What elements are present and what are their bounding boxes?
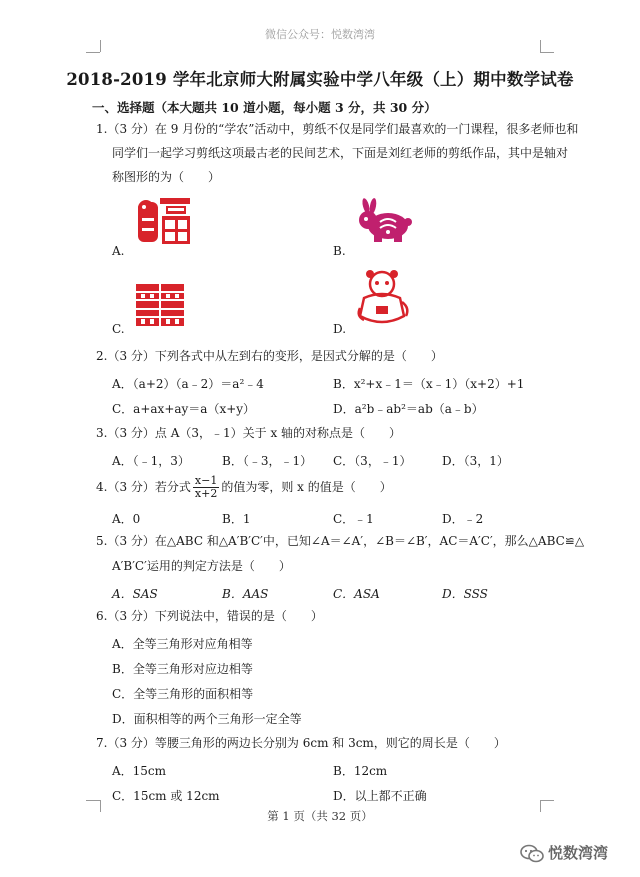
q1-line3: 称图形的为（ ） [112, 170, 221, 184]
top-watermark: 微信公众号：悦数湾湾 [265, 28, 375, 41]
q4-stem [96, 472, 392, 502]
q3-option-a: A．（﹣1，3） [112, 454, 190, 468]
crop-mark [86, 52, 100, 53]
q1-option-a: A. [112, 244, 125, 258]
q6-option-d: D．面积相等的两个三角形一定全等 [112, 712, 302, 726]
q6-option-b: B．全等三角形对应边相等 [112, 662, 253, 676]
page-title: 2018-2019 学年北京师大附属实验中学八年级（上）期中数学试卷 [66, 70, 574, 89]
q4-stem-after: 的值为零，则 x 的值是（ ） [221, 480, 392, 494]
q2-option-b: B．x²+x﹣1＝（x﹣1）（x+2）+1 [333, 377, 525, 391]
q4-denominator: x+2 [194, 487, 218, 500]
q6-stem: 6.（3 分）下列说法中，错误的是（ ） [96, 609, 323, 623]
q4-option-a: A．0 [112, 512, 141, 526]
q2-option-a: A．（a+2）（a﹣2）＝a²﹣4 [112, 377, 264, 391]
q3-stem: 3.（3 分）点 A（3，﹣1）关于 x 轴的对称点是（ ） [96, 426, 402, 440]
q5-line2: A′B′C′运用的判定方法是（ ） [112, 559, 291, 573]
q5-option-a: A．SAS [112, 587, 158, 601]
q4-option-d: D．﹣2 [442, 512, 484, 526]
q7-option-a: A．15cm [112, 764, 167, 778]
q4-fraction [193, 475, 219, 500]
q1-line1: 1.（3 分）在 9 月份的“学农”活动中，剪纸不仅是同学们最喜欢的一门课程，很多老师也和 [96, 122, 579, 136]
rabbit-papercut-icon [356, 198, 414, 244]
q5-option-c: C．ASA [333, 587, 380, 601]
q4-option-b: B．1 [222, 512, 251, 526]
crop-mark [540, 52, 554, 53]
q6-option-c: C．全等三角形的面积相等 [112, 687, 254, 701]
q6-option-a: A．全等三角形对应角相等 [112, 637, 253, 651]
double-happiness-papercut-icon [134, 282, 186, 328]
crop-mark [540, 40, 541, 52]
crop-mark [540, 800, 554, 801]
q2-stem: 2.（3 分）下列各式中从左到右的变形，是因式分解的是（ ） [96, 349, 443, 363]
q5-option-d: D．SSS [442, 587, 488, 601]
q1-option-d: D. [333, 322, 347, 336]
crop-mark [86, 800, 100, 801]
q7-option-d: D．以上都不正确 [333, 789, 427, 803]
q7-option-c: C．15cm 或 12cm [112, 789, 220, 803]
q1-option-c: C. [112, 322, 125, 336]
q4-option-c: C．﹣1 [333, 512, 374, 526]
q3-option-c: C．（3，﹣1） [333, 454, 412, 468]
q1-option-b: B. [333, 244, 346, 258]
q7-option-b: B．12cm [333, 764, 388, 778]
q4-numerator: x−1 [194, 474, 218, 487]
q1-line2: 同学们一起学习剪纸这项最古老的民间艺术，下面是刘红老师的剪纸作品，其中是轴对 [112, 146, 569, 160]
q7-stem: 7.（3 分）等腰三角形的两边长分别为 6cm 和 3cm，则它的周长是（ ） [96, 736, 506, 750]
brand-watermark [520, 842, 608, 864]
child-papercut-icon [354, 268, 412, 330]
page-number: 第 1 页（共 32 页） [267, 809, 373, 823]
q2-option-c: C．a+ax+ay＝a（x+y） [112, 402, 256, 416]
q5-line1: 5.（3 分）在△ABC 和△A′B′C′中，已知∠A＝∠A′，∠B＝∠B′，AC＝A′C′，那么△ABC≌△ [96, 534, 585, 548]
q2-option-d: D．a²b﹣ab²＝ab（a﹣b） [333, 402, 484, 416]
crop-mark [100, 40, 101, 52]
wechat-icon [520, 844, 544, 864]
q3-option-b: B．（﹣3，﹣1） [222, 454, 313, 468]
brand-name: 悦数湾湾 [548, 844, 609, 862]
section-heading: 一、选择题（本大题共 10 道小题，每小题 3 分，共 30 分） [92, 100, 437, 115]
fu-papercut-icon [132, 196, 194, 248]
q5-option-b: B．AAS [222, 587, 269, 601]
q3-option-d: D．（3，1） [442, 454, 509, 468]
q4-stem-before: 4.（3 分）若分式 [96, 480, 191, 494]
